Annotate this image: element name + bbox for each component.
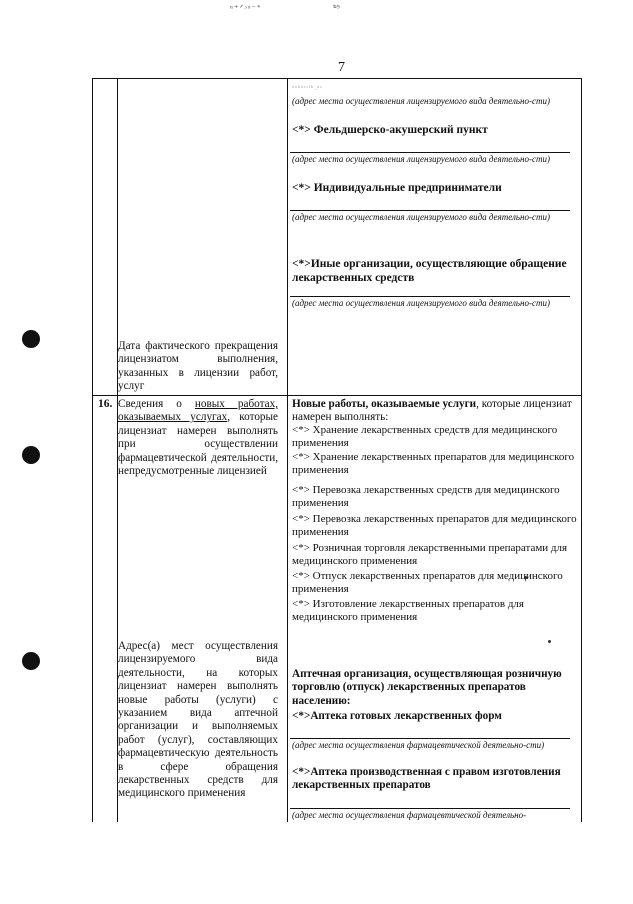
punch-hole-icon	[22, 330, 40, 348]
termination-date-label: Дата фактического прекращения лицензиатом выполнения, указанных в лицензии работ, услуг	[118, 340, 278, 393]
punch-hole-icon	[22, 652, 40, 670]
faint-scan-text: ᶻᵃʰᵃᵗˢˡᵏ.ᵘᶜ	[292, 84, 324, 92]
address-hint: (адрес места осуществления лицензируемого вида деятельно-сти)	[292, 154, 550, 164]
address-places-label: Адрес(а) мест осуществления лицензируемого вида деятельности, на которых лицензиат намерен выполнять новые работы (услуги) с указанием вида аптечной организации и выполняемых работ (услуг), составляющих фармацевтическую деятельность в сфере обращения лекарственных средств для медицинского применения	[118, 640, 278, 800]
pharmacy-heading: Аптечная организация, осуществляющая розничную торговлю (отпуск) лекарственных препаратов населению:	[292, 668, 562, 707]
list-item: <*> Перевозка лекарственных средств для медицинского применения	[292, 484, 560, 509]
address-hint: (адрес места осуществления лицензируемого вида деятельно-сти)	[292, 212, 550, 222]
fill-line	[290, 210, 570, 211]
list-item: <*> Отпуск лекарственных препаратов для медицинского применения	[292, 570, 563, 595]
scan-artifact-top-right: ᒃ⁹	[333, 3, 340, 13]
address-hint: (адрес места осуществления лицензируемого вида деятельно-сти)	[292, 298, 550, 308]
fill-line	[290, 296, 570, 297]
pharmacy-type-finished-forms: <*>Аптека готовых лекарственных форм	[292, 710, 502, 722]
list-item: <*> Хранение лекарственных препаратов для медицинского применения	[292, 451, 575, 476]
org-type-feldsher: <*> Фельдшерско-акушерский пункт	[292, 124, 488, 136]
list-item: <*> Перевозка лекарственных препаратов для медицинского применения	[292, 513, 577, 538]
org-type-individual: <*> Индивидуальные предприниматели	[292, 182, 502, 194]
fill-line	[290, 152, 570, 153]
new-works-heading: Новые работы, оказываемые услуги, которые лицензиат намерен выполнять:	[292, 398, 572, 424]
address-hint: (адрес места осуществления фармацевтической деятельно-сти)	[292, 740, 545, 750]
page-number: 7	[338, 60, 345, 75]
fill-line	[290, 738, 570, 739]
fill-line	[290, 808, 570, 809]
pharmacy-type-production: <*>Аптека производственная с правом изготовления лекарственных препаратов	[292, 766, 561, 792]
scan-speck	[548, 640, 551, 643]
list-item: <*> Розничная торговля лекарственными препаратами для медицинского применения	[292, 542, 568, 567]
list-item: <*> Хранение лекарственных средств для медицинского применения	[292, 424, 558, 449]
punch-hole-icon	[22, 446, 40, 464]
list-item: <*> Изготовление лекарственных препаратов для медицинского применения	[292, 598, 524, 623]
org-type-other: <*>Иные организации, осуществляющие обращение лекарственных средств	[292, 258, 567, 284]
row-number: 16.	[98, 398, 113, 410]
scan-artifact-top: ⁿ⁺ᐟᵓᵒ⁻ᐩ	[230, 3, 262, 13]
address-hint: (адрес места осуществления фармацевтической деятельно-	[292, 810, 527, 820]
new-works-label: Сведения о новых работах, оказываемых услугах, которые лицензиат намерен выполнять при осуществлении фармацевтической деятельности, непредусмотренные лицензией	[118, 398, 278, 478]
address-hint: (адрес места осуществления лицензируемого вида деятельно-сти)	[292, 96, 550, 106]
